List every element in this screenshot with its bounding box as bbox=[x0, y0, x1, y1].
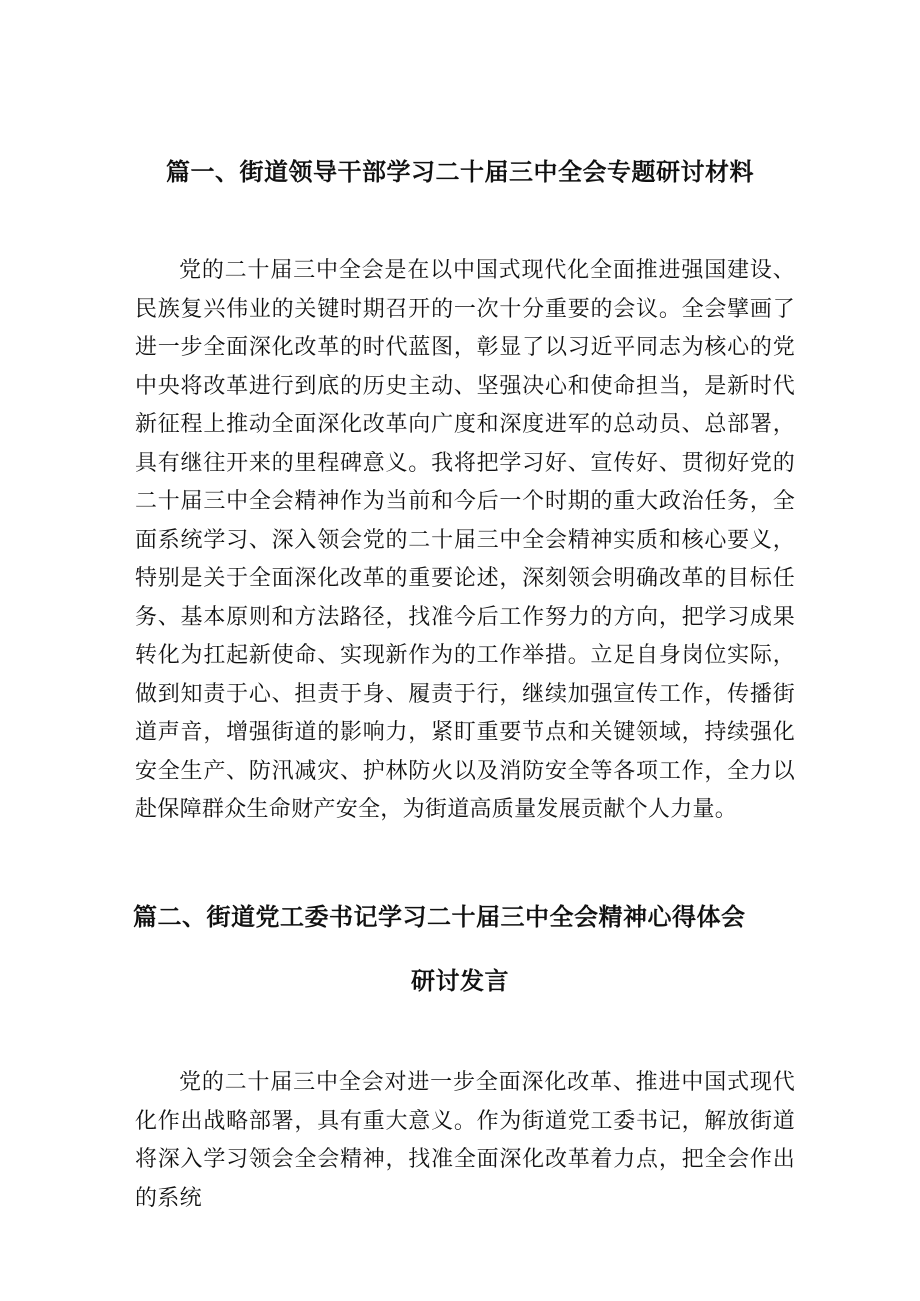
section-2-title-line-2: 研讨发言 bbox=[411, 967, 509, 995]
section-1-title: 篇一、街道领导干部学习二十届三中全会专题研讨材料 bbox=[166, 158, 754, 186]
section-1-paragraph: 党的二十届三中全会是在以中国式现代化全面推进强国建设、民族复兴伟业的关键时期召开的一次十分重要的会议。全会擘画了进一步全面深化改革的时代蓝图，彰显了以习近平同志为核心的党中央将改革进行到底的历史主动、坚强决心和使命担当，是新时代新征程上推动全面深化改革向广度和深度进军的总动员、总部署，具有继往开来的里程碑意义。我将把学习好、宣传好、贯彻好党的二十届三中全会精神作为当前和今后一个时期的重大政治任务，全面系统学习、深入领会党的二十届三中全会精神实质和核心要义，特别是关于全面深化改革的重要论述，深刻领会明确改革的目标任务、基本原则和方法路径，找准今后工作努力的方向，把学习成果转化为扛起新使命、实现新作为的工作举措。立足自身岗位实际，做到知责于心、担责于身、履责于行，继续加强宣传工作，传播街道声音，增强街道的影响力，紧盯重要节点和关键领域，持续强化安全生产、防汛减灾、护林防火以及消防安全等各项工作，全力以赴保障群众生命财产安全，为街道高质量发展贡献个人力量。 bbox=[135, 258, 795, 822]
section-2-paragraph: 党的二十届三中全会对进一步全面深化改革、推进中国式现代化作出战略部署，具有重大意义。作为街道党工委书记，解放街道将深入学习领会全会精神，找准全面深化改革着力点，把全会作出的系统 bbox=[135, 1070, 795, 1211]
section-2-title-line-1: 篇二、街道党工委书记学习二十届三中全会精神心得体会 bbox=[133, 903, 746, 931]
